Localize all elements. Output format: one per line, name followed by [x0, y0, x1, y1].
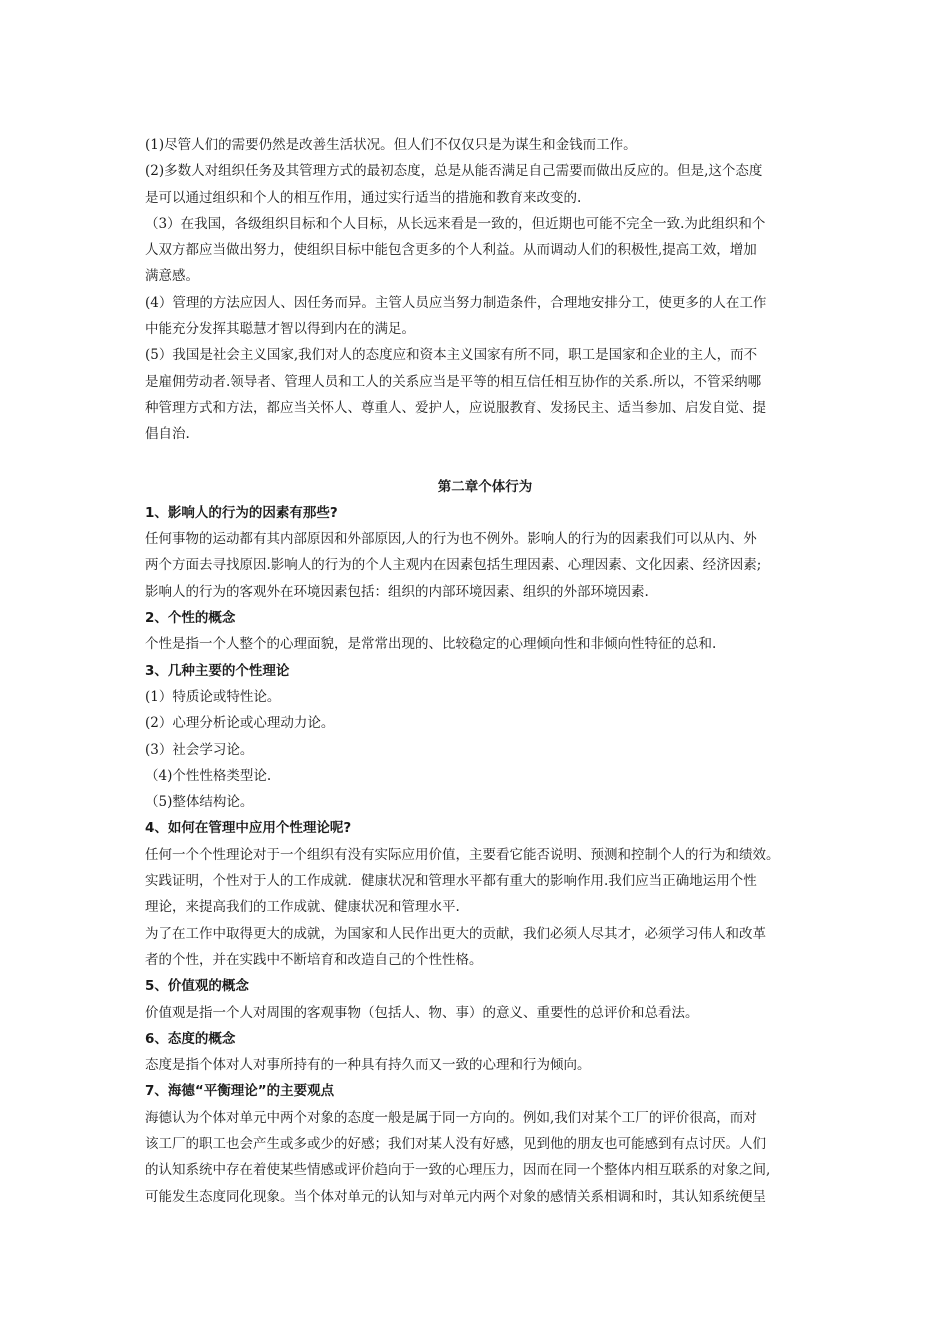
list-item: (3）社会学习论。 — [145, 741, 254, 758]
document-page — [145, 132, 825, 1210]
list-item: （4)个性性格类型论. — [145, 767, 272, 784]
text-line: 是可以通过组织和个人的相互作用，通过实行适当的措施和教育来改变的. — [145, 189, 582, 206]
text-line: 倡自治. — [145, 426, 190, 443]
text-line: 是雇佣劳动者.领导者、管理人员和工人的关系应当是平等的相互信任相互协作的关系.所以，不管采纳哪 — [145, 373, 762, 390]
section-q3 — [145, 658, 825, 816]
paragraph-1 — [145, 132, 825, 158]
section-q6 — [145, 1026, 825, 1079]
paragraph-3 — [145, 211, 825, 290]
text-line: 任何一个个性理论对于一个组织有没有实际应用价值，主要看它能否说明、预测和控制个人的行为和绩效。 — [145, 846, 780, 863]
paragraph-2 — [145, 158, 825, 211]
text-line: (1)尽管人们的需要仍然是改善生活状况。但人们不仅仅只是为谋生和金钱而工作。 — [145, 137, 637, 153]
text-line: (2)多数人对组织任务及其管理方式的最初态度，总是从能否满足自己需要而做出反应的。但是,这个态度 — [145, 163, 763, 180]
section-heading: 6、态度的概念 — [145, 1030, 236, 1047]
chapter-title: 第二章个体行为 — [437, 478, 533, 495]
text-line: （3）在我国，各级组织目标和个人目标，从长远来看是一致的，但近期也可能不完全一致.为此组织和个 — [145, 215, 766, 232]
list-item: (2）心理分析论或心理动力论。 — [145, 715, 335, 732]
text-line: 该工厂的职工也会产生或多或少的好感；我们对某人没有好感，见到他的朋友也可能感到有点讨厌。人们 — [145, 1135, 766, 1152]
text-line: 满意感。 — [145, 268, 199, 285]
text-line: 人双方都应当做出努力，使组织目标中能包含更多的个人利益。从而调动人们的积极性,提高工效，增加 — [145, 242, 757, 259]
section-q7 — [145, 1078, 825, 1209]
text-line: 的认知系统中存在着使某些情感或评价趋向于一致的心理压力，因而在同一个整体内相互联系的对象之间, — [145, 1162, 771, 1179]
paragraph-5 — [145, 342, 825, 447]
section-heading: 2、个性的概念 — [145, 610, 236, 627]
text-line: 种管理方式和方法，都应当关怀人、尊重人、爱护人，应说服教育、发扬民主、适当参加、启发自觉、提 — [145, 399, 766, 416]
section-q1 — [145, 500, 825, 605]
text-line: 影响人的行为的客观外在环境因素包括：组织的内部环境因素、组织的外部环境因素. — [145, 583, 649, 600]
text-line: 中能充分发挥其聪慧才智以得到内在的满足。 — [145, 321, 415, 338]
section-heading: 7、海德“平衡理论”的主要观点 — [145, 1083, 335, 1100]
section-heading: 5、价值观的概念 — [145, 978, 249, 995]
text-line: 者的个性，并在实践中不断培育和改造自己的个性性格。 — [145, 951, 483, 968]
text-line: (4）管理的方法应因人、因任务而异。主管人员应当努力制造条件，合理地安排分工，使更多的人在工作 — [145, 294, 767, 311]
section-q4 — [145, 815, 825, 973]
text-line: 个性是指一个人整个的心理面貌，是常常出现的、比较稳定的心理倾向性和非倾向性特征的总和. — [145, 636, 717, 653]
text-line: 为了在工作中取得更大的成就，为国家和人民作出更大的贡献，我们必须人尽其才，必须学习伟人和改革 — [145, 925, 766, 942]
section-q5 — [145, 973, 825, 1026]
list-item: (1）特质论或特性论。 — [145, 688, 281, 705]
spacer — [145, 448, 825, 474]
text-line: 理论，来提高我们的工作成就、健康状况和管理水平. — [145, 899, 460, 916]
text-line: 可能发生态度同化现象。当个体对单元的认知与对单元内两个对象的感情关系相调和时，其认知系统便呈 — [145, 1188, 766, 1205]
text-line: 态度是指个体对人对事所持有的一种具有持久而又一致的心理和行为倾向。 — [145, 1057, 591, 1074]
section-heading: 4、如何在管理中应用个性理论呢? — [145, 820, 352, 837]
list-item: （5)整体结构论。 — [145, 794, 254, 811]
text-line: 两个方面去寻找原因.影响人的行为的个人主观内在因素包括生理因素、心理因素、文化因素、经济因素; — [145, 557, 762, 574]
text-line: (5）我国是社会主义国家,我们对人的态度应和资本主义国家有所不同，职工是国家和企业的主人，而不 — [145, 347, 758, 364]
paragraph-4 — [145, 290, 825, 343]
text-line: 任何事物的运动都有其内部原因和外部原因,人的行为也不例外。影响人的行为的因素我们可以从内、外 — [145, 531, 757, 548]
text-line: 价值观是指一个人对周围的客观事物（包括人、物、事）的意义、重要性的总评价和总看法。 — [145, 1004, 699, 1021]
section-heading: 1、影响人的行为的因素有那些? — [145, 504, 338, 521]
section-heading: 3、几种主要的个性理论 — [145, 662, 290, 679]
section-q2 — [145, 605, 825, 658]
text-line: 实践证明，个性对于人的工作成就．健康状况和管理水平都有重大的影响作用.我们应当正确地运用个性 — [145, 873, 757, 890]
text-line: 海德认为个体对单元中两个对象的态度一般是属于同一方向的。例如,我们对某个工厂的评价很高，而对 — [145, 1109, 757, 1126]
